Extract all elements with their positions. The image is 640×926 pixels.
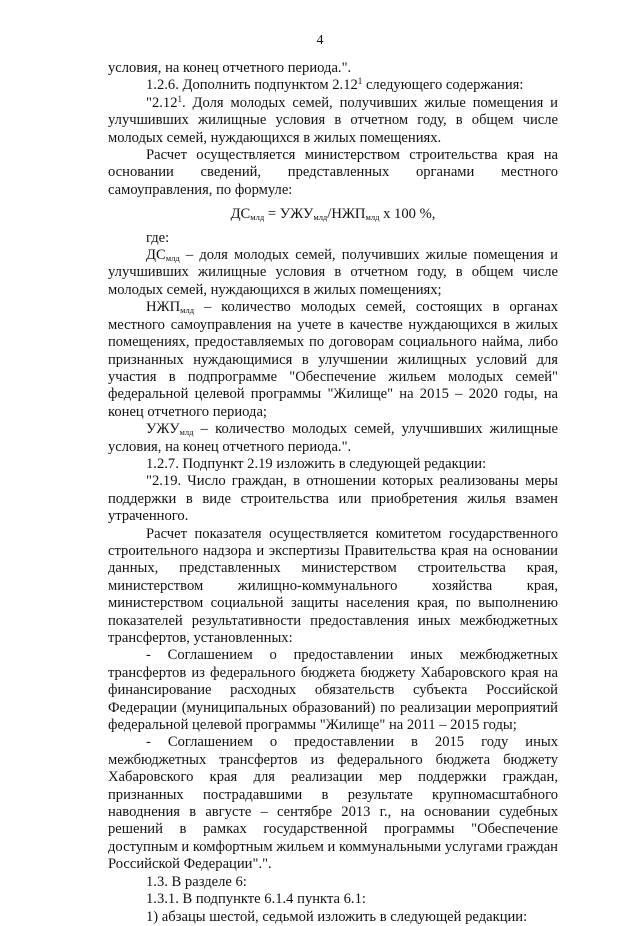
paragraph-1-3-1: 1.3.1. В подпункте 6.1.4 пункта 6.1: bbox=[146, 891, 366, 908]
paragraph-1-2-7: 1.2.7. Подпункт 2.19 изложить в следующей редакции: bbox=[146, 455, 487, 472]
paragraph-2-19: "2.19. Число граждан, в отношении которых реализованы меры поддержки в виде строительства или приобретения жилья взамен утраченного. bbox=[108, 473, 558, 525]
paragraph-where: где: bbox=[146, 229, 170, 246]
paragraph-1-2-6: 1.2.6. Дополнить подпунктом 2.12$^1$ следующего содержания: bbox=[146, 76, 524, 94]
page-number: 4 bbox=[316, 33, 324, 48]
definition-ds: $ДС_{млд}$ – доля молодых семей, получивших жилые помещения и улучшивших жилищные условия в отчетном году, в общем числе молодых семей, нуждающихся в жилых помещениях; bbox=[108, 247, 558, 298]
definition-nzhp: $НЖП_{млд}$ – количество молодых семей, состоящих в органах местного самоуправления на учете в качестве нуждающихся в жилых помещениях, предоставляемых по договорам социального найма, либо признанных нуждающимися в улучшении жилищных условий для участия в подпрограмме "Обеспечение жильем молодых семей" федеральной целевой программы "Жилище" на 2015 – 2020 годы, на конец отчетного периода; bbox=[108, 299, 558, 420]
paragraph-calculation: Расчет осуществляется министерством строительства края на основании сведений, представленных органами местного самоуправления, по формуле: bbox=[108, 147, 558, 198]
paragraph-1-3: 1.3. В разделе 6: bbox=[146, 873, 247, 890]
paragraph-item-1: 1) абзацы шестой, седьмой изложить в следующей редакции: bbox=[146, 908, 528, 925]
definition-uzhu: $УЖУ_{млд}$ – количество молодых семей, улучшивших жилищные условия, на конец отчетного периода.". bbox=[108, 421, 558, 455]
paragraph-indicator-calculation: Расчет показателя осуществляется комитетом государственного строительного надзора и экспертизы Правительства края на основании данных, представленных министерством строительства края, министерством жилищно-коммунального хозяйства края, министерством социальной защиты населения края, по выполнению показателей результативности предоставления иных межбюджетных трансфертов, установленных: bbox=[108, 525, 558, 646]
document-body bbox=[108, 60, 558, 926]
list-item-agreement-2: - Соглашением о предоставлении в 2015 году иных межбюджетных трансфертов из федерального бюджета бюджету Хабаровского края для реализации мер поддержки граждан, признанных пострадавшими в результате крупномасштабного наводнения в августе – сентябре 2013 г., на основании судебных решений в рамках государственной программы "Обеспечение доступным и комфортным жильем и коммунальными услугами граждан Российской Федерации".". bbox=[108, 734, 558, 873]
paragraph-2-12-1: "2.12$^1$. Доля молодых семей, получивших жилые помещения и улучшивших жилищные условия в отчетном году, в общем числе молодых семей, нуждающихся в жилых помещениях. bbox=[108, 93, 558, 146]
formula: $ДС_{млд} = УЖУ_{млд}/НЖП_{млд}$ х 100 %, bbox=[230, 206, 436, 223]
list-item-agreement-1: - Соглашением о предоставлении иных межбюджетных трансфертов из федерального бюджета бюджету Хабаровского края на финансирование расходных обязательств субъекта Российской Федерации (муниципальных образований) по реализации мероприятий федеральной целевой программы "Жилище" на 2011 – 2015 годы; bbox=[108, 647, 558, 734]
paragraph-continuation: условия, на конец отчетного периода.". bbox=[108, 60, 352, 76]
